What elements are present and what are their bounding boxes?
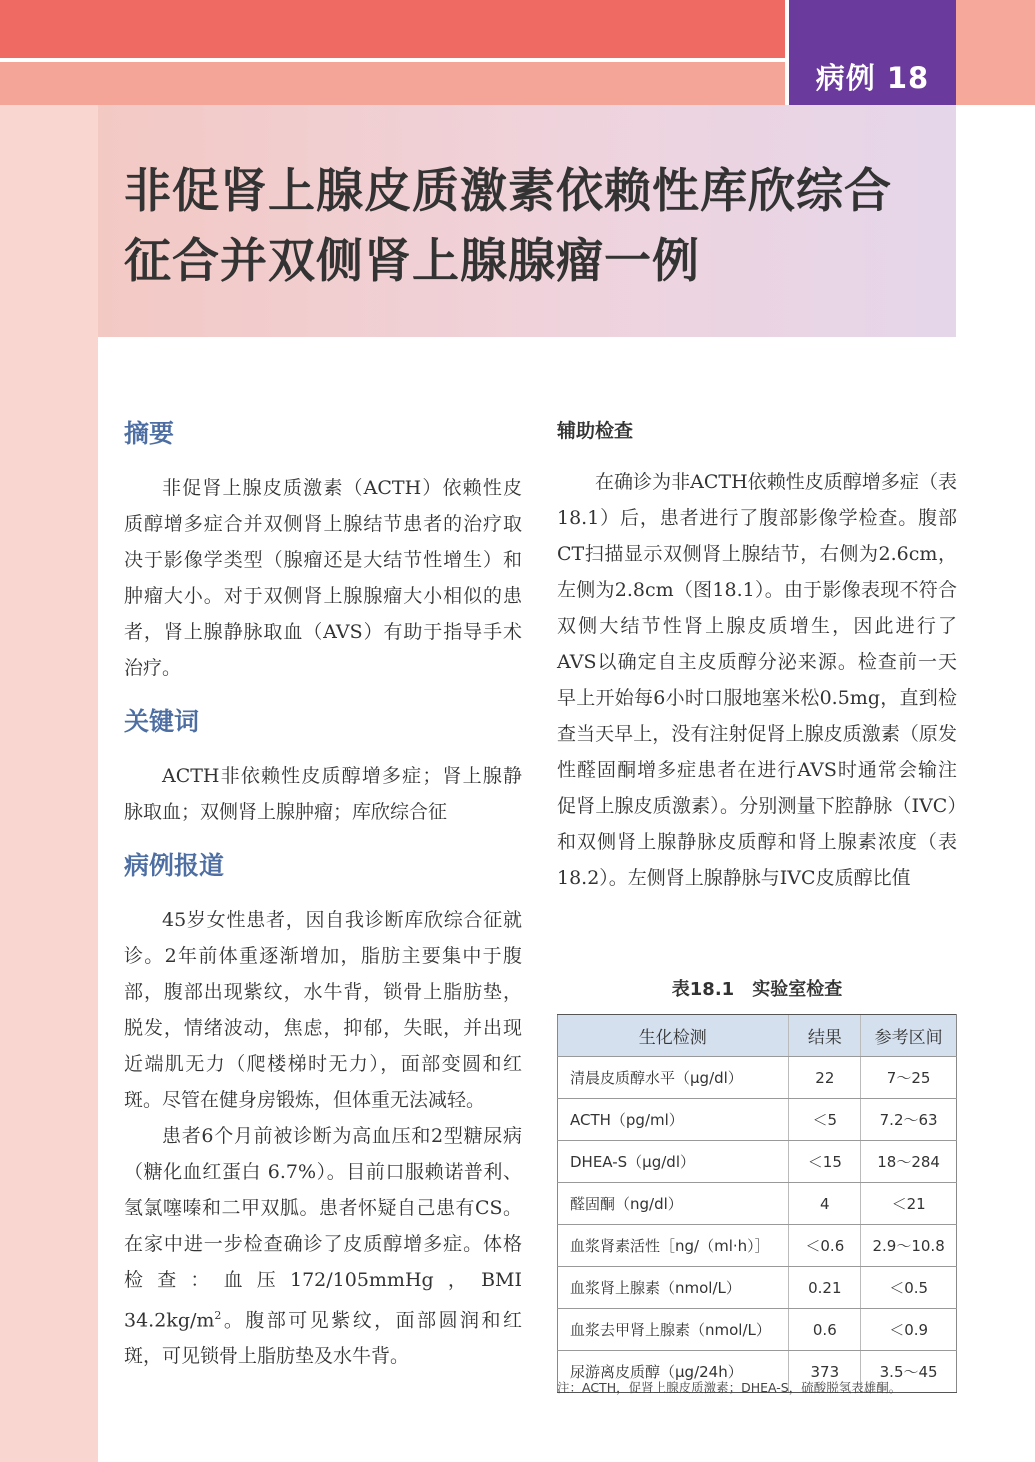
case-report-heading: 病例报道 xyxy=(124,851,225,880)
table-row xyxy=(558,1183,957,1225)
cell-test: 尿游离皮质醇（μg/24h） xyxy=(558,1351,789,1393)
cell-reference: 7～25 xyxy=(861,1057,957,1099)
title-block xyxy=(98,105,956,337)
cell-reference: 3.5～45 xyxy=(861,1351,957,1393)
table-footnote: 注：ACTH，促肾上腺皮质激素；DHEA-S，硫酸脱氢表雄酮。 xyxy=(557,1380,902,1395)
table-row xyxy=(558,1141,957,1183)
aux-exam-text: 在确诊为非ACTH依赖性皮质醇增多症（表18.1）后，患者进行了腹部影像学检查。腹部CT扫描显示双侧肾上腺结节，右侧为2.6cm，左侧为2.8cm（图18.1）。由于影像表现不符合双侧大结节性肾上腺皮质增生，因此进行了AVS以确定自主皮质醇分泌来源。检查前一天早上开始每6小时口服地塞米松0.5mg，直到检查当天早上，没有注射促肾上腺皮质激素（原发性醛固酮增多症患者在进行AVS时通常会输注促肾上腺皮质激素）。分别测量下腔静脉（IVC）和双侧肾上腺静脉皮质醇和肾上腺素浓度（表18.2）。左侧肾上腺静脉与IVC皮质醇比值 xyxy=(557,471,957,889)
cell-result: 373 xyxy=(789,1351,861,1393)
keywords-text: ACTH非依赖性皮质醇增多症；肾上腺静脉取血；双侧肾上腺肿瘤；库欣综合征 xyxy=(124,765,522,823)
header-band-pink xyxy=(0,62,785,105)
cell-result: ＜5 xyxy=(789,1099,861,1141)
cell-result: 22 xyxy=(789,1057,861,1099)
cell-result: 4 xyxy=(789,1183,861,1225)
header-band-red xyxy=(0,0,785,58)
cell-reference: ＜21 xyxy=(861,1183,957,1225)
cell-result: 0.6 xyxy=(789,1309,861,1351)
title-line-2: 征合并双侧肾上腺腺瘤一例 xyxy=(124,234,700,289)
case-report-para-1: 45岁女性患者，因自我诊断库欣综合征就诊。2年前体重逐渐增加，脂肪主要集中于腹部，腹部出现紫纹，水牛背，锁骨上脂肪垫，脱发，情绪波动，焦虑，抑郁，失眠，并出现近端肌无力（爬楼梯时无力），面部变圆和红斑。尽管在健身房锻炼，但体重无法减轻。 xyxy=(124,909,522,1111)
cell-test: ACTH（pg/ml） xyxy=(558,1099,789,1141)
table-row xyxy=(558,1099,957,1141)
table-row xyxy=(558,1267,957,1309)
page-title xyxy=(124,157,944,297)
table-caption: 表18.1 实验室检查 xyxy=(671,979,843,1000)
cell-reference: ＜0.9 xyxy=(861,1309,957,1351)
cell-reference: 7.2～63 xyxy=(861,1099,957,1141)
col-header-test: 生化检测 xyxy=(558,1015,789,1057)
aux-exam-heading: 辅助检查 xyxy=(557,420,634,442)
col-header-reference: 参考区间 xyxy=(861,1015,957,1057)
cell-test: 血浆去甲肾上腺素（nmol/L） xyxy=(558,1309,789,1351)
cell-test: 醛固酮（ng/dl） xyxy=(558,1183,789,1225)
table-header-row xyxy=(558,1015,957,1057)
case-number-tab xyxy=(789,0,956,105)
header-band-right xyxy=(956,0,1035,105)
cell-test: 血浆肾素活性［ng/（ml·h）］ xyxy=(558,1225,789,1267)
abstract-heading: 摘要 xyxy=(124,419,175,448)
cell-reference: ＜0.5 xyxy=(861,1267,957,1309)
case-report-para-2 xyxy=(124,1118,522,1374)
table-row xyxy=(558,1057,957,1099)
title-line-1: 非促肾上腺皮质激素依赖性库欣综合 xyxy=(124,164,892,219)
cell-test: 清晨皮质醇水平（μg/dl） xyxy=(558,1057,789,1099)
cell-result: 0.21 xyxy=(789,1267,861,1309)
left-margin-strip xyxy=(0,105,98,1462)
cell-test: 血浆肾上腺素（nmol/L） xyxy=(558,1267,789,1309)
case-label: 病例 18 xyxy=(815,61,930,95)
table-row xyxy=(558,1225,957,1267)
case-report-para-2a: 患者6个月前被诊断为高血压和2型糖尿病（糖化血红蛋白 6.7%）。目前口服赖诺普利、氢氯噻嗪和二甲双胍。患者怀疑自己患有CS。在家中进一步检查确诊了皮质醇增多症。体格检查：血压172/105mmHg，BMI 34.2kg/m xyxy=(124,1125,522,1332)
bmi-exponent: 2 xyxy=(214,1309,222,1322)
cell-reference: 2.9～10.8 xyxy=(861,1225,957,1267)
cell-result: ＜15 xyxy=(789,1141,861,1183)
right-column xyxy=(557,410,957,896)
case-report-para-2b: 。腹部可见紫纹，面部圆润和红斑，可见锁骨上脂肪垫及水牛背。 xyxy=(124,1309,522,1368)
col-header-result: 结果 xyxy=(789,1015,861,1057)
keywords-heading: 关键词 xyxy=(124,707,200,736)
abstract-text: 非促肾上腺皮质激素（ACTH）依赖性皮质醇增多症合并双侧肾上腺结节患者的治疗取决于影像学类型（腺瘤还是大结节性增生）和肿瘤大小。对于双侧肾上腺腺瘤大小相似的患者，肾上腺静脉取血（AVS）有助于指导手术治疗。 xyxy=(124,477,522,679)
cell-test: DHEA-S（μg/dl） xyxy=(558,1141,789,1183)
lab-results-table xyxy=(557,1014,957,1393)
cell-result: ＜0.6 xyxy=(789,1225,861,1267)
left-column xyxy=(124,410,522,1374)
cell-reference: 18～284 xyxy=(861,1141,957,1183)
table-row xyxy=(558,1309,957,1351)
